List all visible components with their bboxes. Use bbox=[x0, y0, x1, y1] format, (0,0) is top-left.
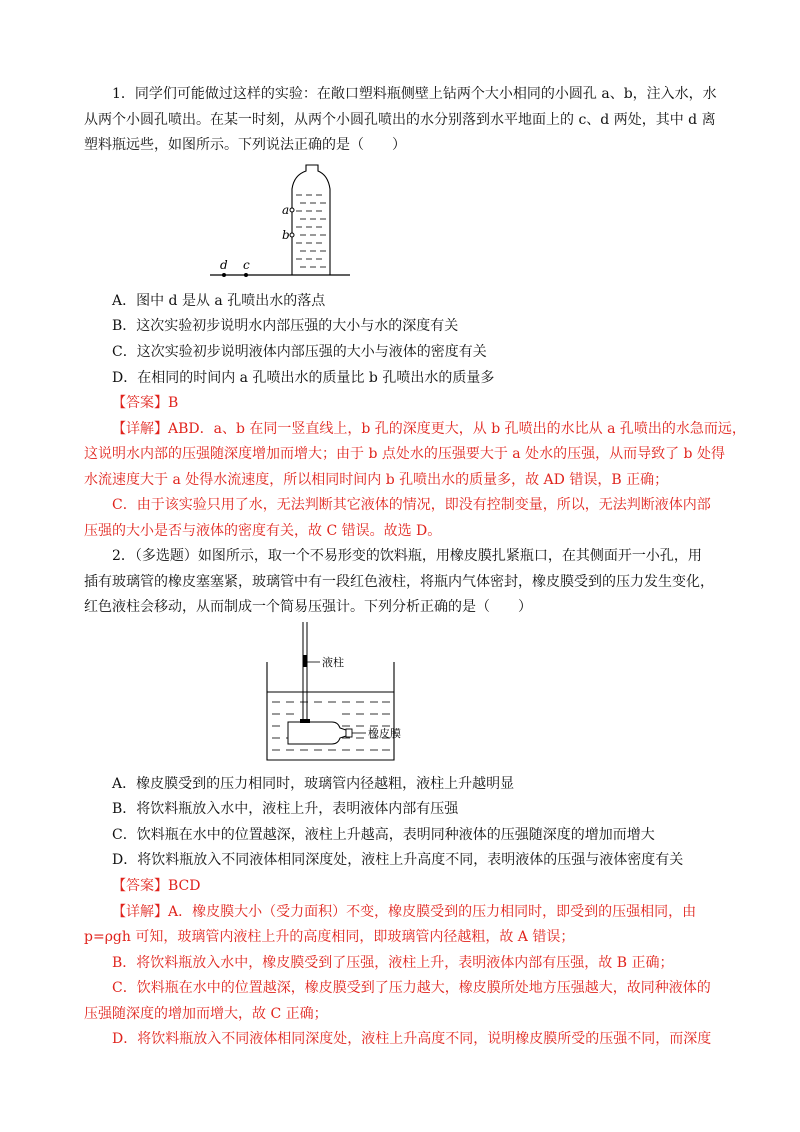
hole-a bbox=[290, 208, 294, 212]
q2-answer-value: BCD bbox=[168, 878, 201, 894]
q1-detail-line-1: 【详解】ABD．a、b 在同一竖直线上，b 孔的深度更大，从 b 孔喷出的水比从 a 孔喷出的水急而远， bbox=[112, 421, 746, 437]
water-dashes bbox=[296, 195, 326, 267]
q2-option-b: B．将饮料瓶放入水中，液柱上升，表明液体内部有压强 bbox=[112, 801, 459, 817]
q2-detail-line-5: 压强随深度的增加而增大，故 C 正确； bbox=[84, 1006, 328, 1022]
q2-detail-line-2: p=ρgh 可知，玻璃管内液柱上升的高度相同，即玻璃管内径越粗，故 A 错误； bbox=[84, 929, 575, 945]
label-c: c bbox=[243, 258, 250, 272]
q1-detail-line-3: 水流速度大于 a 处得水流速度，所以相同时间内 b 孔喷出水的质量多，故 AD 错误，B 正确； bbox=[84, 472, 669, 488]
bottle-outline bbox=[292, 165, 330, 275]
q2-detail-line-4: C．饮料瓶在水中的位置越深，橡皮膜受到了压力越大，橡皮膜所处地方压强越大，故同种液体的 bbox=[112, 980, 711, 996]
q2-answer bbox=[112, 876, 752, 896]
bottle-mouth bbox=[346, 729, 352, 737]
q2-gauge-figure bbox=[262, 622, 422, 762]
q1-option-c: C．这次实验初步说明液体内部压强的大小与液体的密度有关 bbox=[112, 344, 487, 360]
q2-detail-line-1: 【详解】A．橡皮膜大小（受力面积）不变，橡皮膜受到的压力相同时，即受到的压强相同，由 bbox=[112, 904, 697, 920]
q1-option-d: D．在相同的时间内 a 孔喷出水的质量比 b 孔喷出水的质量多 bbox=[112, 370, 495, 386]
q2-stem-line-2: 插有玻璃管的橡皮塞塞紧，玻璃管中有一段红色液柱，将瓶内气体密封，橡皮膜受到的压力发生变化， bbox=[84, 574, 714, 590]
q1-detail-line-5: 压强的大小是否与液体的密度有关，故 C 错误。故选 D。 bbox=[84, 523, 442, 539]
drink-bottle bbox=[288, 722, 346, 744]
q1-stem-line-3: 塑料瓶远些，如图所示。下列说法正确的是（ ） bbox=[84, 137, 406, 153]
q2-stem-line-1: 2．（多选题）如图所示，取一个不易形变的饮料瓶，用橡皮膜扎紧瓶口，在其侧面开一小孔，用 bbox=[112, 548, 702, 564]
q2-option-d: D．将饮料瓶放入不同液体相同深度处，液柱上升高度不同，表明液体的压强与液体密度有关 bbox=[112, 852, 684, 868]
q1-detail-line-4: C．由于该实验只用了水，无法判断其它液体的情况，即没有控制变量，所以，无法判断液体内部 bbox=[112, 497, 711, 513]
label-membrane: 橡皮膜 bbox=[368, 727, 401, 740]
q1-stem-line-2: 从两个小圆孔喷出。在某一时刻，从两个小圆孔喷出的水分别落到水平地面上的 c、d 两处，其中 d 离 bbox=[84, 112, 716, 128]
q1-detail-line-2: 这说明水内部的压强随深度增加而增大；由于 b 点处水的压强要大于 a 处水的压强，从而导致了 b 处得 bbox=[84, 446, 725, 462]
q1-answer bbox=[112, 393, 752, 413]
q1-option-b: B．这次实验初步说明水内部压强的大小与水的深度有关 bbox=[112, 318, 459, 334]
label-b: b bbox=[282, 228, 290, 242]
q2-answer-tag: 【答案】 bbox=[112, 878, 168, 894]
q1-bottle-figure bbox=[210, 165, 360, 280]
q2-detail-line-3: B．将饮料瓶放入水中，橡皮膜受到了压强，液柱上升，表明液体内部有压强，故 B 正确； bbox=[112, 955, 674, 971]
q1-answer-tag: 【答案】 bbox=[112, 395, 168, 411]
q2-detail-line-6: D．将饮料瓶放入不同液体相同深度处，液柱上升高度不同，说明橡皮膜所受的压强不同，而深度 bbox=[112, 1031, 712, 1047]
label-a: a bbox=[282, 203, 290, 217]
point-d bbox=[222, 273, 226, 277]
label-d: d bbox=[220, 258, 228, 272]
q1-stem-line-1: 1．同学们可能做过这样的实验：在敞口塑料瓶侧壁上钻两个大小相同的小圆孔 a、b，注入水，水 bbox=[112, 86, 717, 102]
label-liquid-column: 液柱 bbox=[322, 656, 344, 669]
q1-answer-value: B bbox=[168, 395, 179, 411]
q2-option-a: A．橡皮膜受到的压力相同时，玻璃管内径越粗，液柱上升越明显 bbox=[112, 776, 515, 792]
q1-option-a: A．图中 d 是从 a 孔喷出水的落点 bbox=[112, 293, 326, 309]
liquid-column bbox=[303, 655, 307, 667]
q2-option-c: C．饮料瓶在水中的位置越深，液柱上升越高，表明同种液体的压强随深度的增加而增大 bbox=[112, 827, 655, 843]
rubber-stopper bbox=[300, 719, 310, 723]
q2-stem-line-3: 红色液柱会移动，从而制成一个简易压强计。下列分析正确的是（ ） bbox=[84, 599, 532, 615]
hole-b bbox=[290, 233, 294, 237]
point-c bbox=[244, 273, 248, 277]
container-outline bbox=[267, 662, 394, 760]
